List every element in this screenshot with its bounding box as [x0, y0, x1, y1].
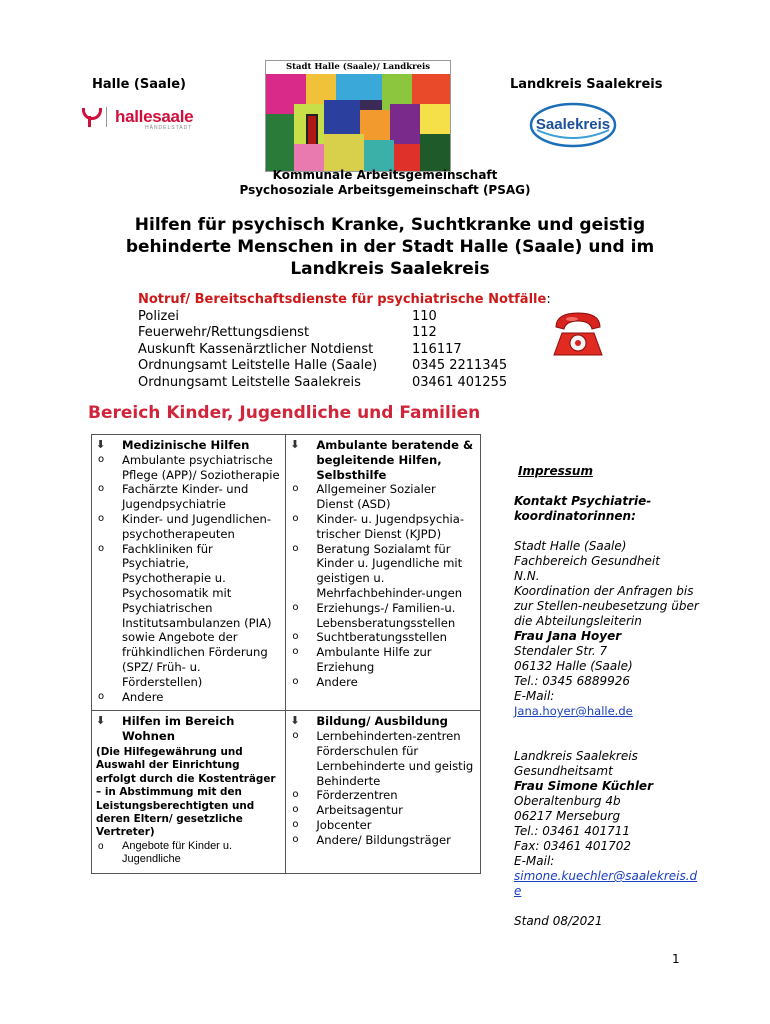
saalekreis-label: Landkreis Saalekreis	[510, 77, 663, 92]
services-grid	[91, 434, 481, 874]
cell-heading: ⬇ Hilfen im Bereich Wohnen	[96, 714, 235, 744]
list-item: o Andere	[98, 689, 164, 704]
list-item: o Kinder- und Jugendlichen-psychotherapeuten	[98, 511, 272, 541]
org-lines	[0, 168, 770, 198]
impressum	[514, 464, 704, 929]
list-item: o Förderzentren	[292, 788, 398, 803]
notruf-heading: Notruf/ Bereitschaftsdienste für psychiatrische Notfälle:	[138, 292, 551, 307]
notruf-row: Feuerwehr/Rettungsdienst 112	[138, 325, 437, 341]
saalekreis-city: 06217 Merseburg	[514, 809, 621, 823]
halle-logo	[80, 104, 210, 130]
cell-bildung	[286, 711, 481, 874]
list-item: o Andere/ Bildungsträger	[292, 832, 451, 847]
cell-wohnen	[92, 711, 286, 874]
notruf-row: Auskunft Kassenärztlicher Notdienst 116117	[138, 341, 462, 357]
halle-logo-text: hallesaale	[115, 107, 194, 126]
saalekreis-line-1: Landkreis Saalekreis	[514, 749, 638, 763]
halle-email-link[interactable]: Jana.hoyer@halle.de	[514, 704, 633, 718]
main-title	[60, 214, 720, 280]
list-item: o Arbeitsagentur	[292, 803, 403, 818]
center-banner	[265, 60, 451, 172]
halle-label: Halle (Saale)	[92, 77, 186, 92]
title-line-1: Hilfen für psychisch Kranke, Suchtkranke und geistig	[134, 215, 646, 235]
banner-title: Stadt Halle (Saale)/ Landkreis	[266, 61, 450, 74]
saalekreis-fax: Fax: 03461 401702	[514, 839, 632, 853]
halle-email-label: E-Mail:	[514, 689, 555, 703]
arrow-bullet-icon: ⬇	[290, 714, 300, 728]
list-item: o Ambulante Hilfe zur Erziehung	[292, 645, 432, 674]
saalekreis-contact-name: Frau Simone Küchler	[514, 779, 653, 793]
halle-contact-name: Frau Jana Hoyer	[514, 629, 622, 643]
list-item: o Kinder- u. Jugendpsychia-trischer Dienst (KJPD)	[292, 511, 465, 541]
halle-line-4: Koordination der Anfragen bis zur Stellen-neubesetzung über die Abteilungsleiterin	[514, 584, 699, 628]
impressum-title: Impressum	[518, 464, 593, 478]
list-item: o Fachärzte Kinder- und Jugendpsychiatrie	[98, 482, 249, 512]
halle-logo-sub: HÄNDELSTADT	[145, 125, 193, 131]
saalekreis-tel: Tel.: 03461 401711	[514, 824, 631, 838]
cell-ambulant	[286, 435, 481, 711]
list-item: o Fachkliniken für Psychiatrie, Psychotherapie u. Psychosomatik mit Psychiatrischen Institutsambulanzen (PIA) sowie Angebote der frühkindlichen Förderung (SPZ/ Früh- u. Förderstellen)	[98, 541, 272, 689]
title-line-2: behinderte Menschen in der Stadt Halle (Saale) und im	[125, 237, 655, 257]
saalekreis-email-label: E-Mail:	[514, 854, 555, 868]
halle-logo-word	[115, 107, 194, 131]
arrow-bullet-icon: ⬇	[96, 714, 106, 728]
saalekreis-line-2: Gesundheitsamt	[514, 764, 613, 778]
notruf-row: Polizei 110	[138, 308, 437, 324]
halle-line-3: N.N.	[514, 569, 540, 583]
saalekreis-logo-text: Saalekreis	[535, 116, 611, 133]
list-item: o Suchtberatungsstellen	[292, 630, 447, 645]
halle-city: 06132 Halle (Saale)	[514, 659, 633, 673]
contact-heading: Kontakt Psychiatrie-koordinatorinnen:	[514, 494, 652, 523]
logo-divider	[106, 107, 107, 127]
list-item: o Ambulante psychiatrische Pflege (APP)/ Soziotherapie	[98, 452, 280, 482]
org-line-1: Kommunale Arbeitsgemeinschaft	[272, 168, 498, 182]
saalekreis-logo-icon	[527, 100, 619, 150]
cell-medizin	[92, 435, 286, 711]
cell-heading: ⬇ Ambulante beratende & begleitende Hilfen, Selbsthilfe	[290, 438, 474, 482]
saalekreis-street: Oberaltenburg 4b	[514, 794, 621, 808]
section-heading: Bereich Kinder, Jugendliche und Familien	[88, 403, 481, 423]
halle-line-2: Fachbereich Gesundheit	[514, 554, 660, 568]
arrow-bullet-icon: ⬇	[96, 438, 106, 451]
list-item: o Angebote für Kinder u. Jugendliche	[98, 839, 233, 866]
org-line-2: Psychosoziale Arbeitsgemeinschaft (PSAG)	[239, 183, 531, 197]
halle-tel: Tel.: 0345 6889926	[514, 674, 631, 688]
list-item: o Beratung Sozialamt für Kinder u. Jugendliche mit geistigen u. Mehrfachbehinder-ungen	[292, 541, 463, 600]
saalekreis-logo	[527, 100, 619, 150]
arrow-bullet-icon: ⬇	[290, 438, 300, 451]
notruf-block	[138, 292, 551, 392]
halle-line-1: Stadt Halle (Saale)	[514, 539, 627, 553]
banner-artwork	[266, 74, 450, 172]
list-item: o Allgemeiner Sozialer Dienst (ASD)	[292, 482, 436, 512]
halle-street: Stendaler Str. 7	[514, 644, 608, 658]
cell-heading: ⬇ Medizinische Hilfen	[96, 438, 250, 452]
page-number: 1	[672, 952, 680, 966]
cell-heading: ⬇ Bildung/ Ausbildung	[290, 714, 448, 729]
list-item: o Lernbehinderten-zentren Förderschulen für Lernbehinderte und geistig Behinderte	[292, 729, 474, 788]
list-item: o Jobcenter	[292, 817, 372, 832]
phone-icon	[548, 305, 608, 360]
halle-emblem-icon	[80, 106, 100, 128]
list-item: o Andere	[292, 674, 358, 689]
notruf-row: Ordnungsamt Leitstelle Saalekreis 03461 401255	[138, 374, 508, 390]
saalekreis-email-link[interactable]: simone.kuechler@saalekreis.de	[514, 869, 698, 898]
stand-date: Stand 08/2021	[514, 914, 603, 928]
notruf-row: Ordnungsamt Leitstelle Halle (Saale) 0345 2211345	[138, 358, 508, 374]
wohnen-note: (Die Hilfegewährung und Auswahl der Einrichtung erfolgt durch die Kostenträger – in Abstimmung mit den Leistungsberechtigten und deren Eltern/ gesetzliche Vertreter)	[96, 745, 276, 839]
title-line-3: Landkreis Saalekreis	[290, 259, 490, 279]
list-item: o Erziehungs-/ Familien-u. Lebensberatungsstellen	[292, 600, 456, 630]
